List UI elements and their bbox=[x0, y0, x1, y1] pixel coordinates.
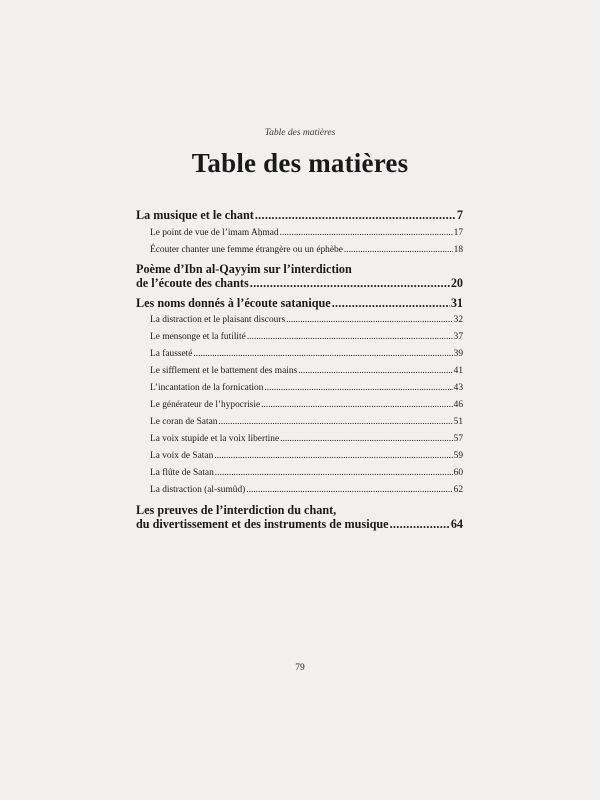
toc-subentry bbox=[150, 228, 463, 238]
toc-entry-page: 20 bbox=[450, 276, 463, 290]
toc-entry-label-line1: Poème d’Ibn al-Qayyim sur l’interdiction bbox=[136, 262, 352, 276]
toc-entry-label: Le générateur de l’hypocrisie bbox=[150, 400, 261, 410]
toc-entry-label: Le mensonge et la futilité bbox=[150, 332, 246, 342]
toc-entry-label: de l’écoute des chants bbox=[136, 276, 249, 290]
dot-leader bbox=[215, 468, 453, 478]
toc-entry-page: 37 bbox=[453, 332, 463, 342]
toc-subentry bbox=[150, 485, 463, 495]
toc-entry-label-line1: Les preuves de l’interdiction du chant, bbox=[136, 503, 337, 517]
toc-entry-label: La voix de Satan bbox=[150, 451, 214, 461]
toc-subentry bbox=[150, 332, 463, 342]
dot-leader bbox=[280, 434, 452, 444]
toc-subentry bbox=[150, 245, 463, 255]
toc-entry bbox=[136, 208, 463, 223]
dot-leader bbox=[280, 228, 453, 238]
toc-entry-label: La distraction et le plaisant discours bbox=[150, 315, 286, 325]
toc-entry-label: Écouter chanter une femme étrangère ou un éphèbe bbox=[150, 245, 343, 255]
toc-entry-page: 31 bbox=[450, 296, 463, 310]
dot-leader bbox=[255, 208, 456, 223]
toc-entry-page: 62 bbox=[453, 485, 463, 495]
toc-entry-label: La musique et le chant bbox=[136, 208, 254, 222]
toc-subentry bbox=[150, 434, 463, 444]
dot-leader bbox=[246, 485, 452, 495]
toc-entry-label: du divertissement et des instruments de musique bbox=[136, 517, 389, 531]
dot-leader bbox=[298, 366, 452, 376]
toc-entry-page: 39 bbox=[453, 349, 463, 359]
toc-subentry bbox=[150, 468, 463, 478]
toc-subentry bbox=[150, 349, 463, 359]
page-title: Table des matières bbox=[191, 148, 409, 178]
dot-leader bbox=[214, 451, 452, 461]
dot-leader bbox=[264, 383, 452, 393]
toc-entry-label: La flûte de Satan bbox=[150, 468, 214, 478]
toc-entry-label: L’incantation de la fornication bbox=[150, 383, 264, 393]
running-head: Table des matières bbox=[264, 128, 336, 138]
toc-entry-page: 7 bbox=[456, 208, 463, 222]
toc-entry-page: 59 bbox=[453, 451, 463, 461]
toc-entry bbox=[136, 276, 463, 291]
toc-entry-page: 46 bbox=[453, 400, 463, 410]
toc-subentry bbox=[150, 417, 463, 427]
toc-entry-label: La voix stupide et la voix libertine bbox=[150, 434, 280, 444]
dot-leader bbox=[193, 349, 452, 359]
toc-subentry bbox=[150, 400, 463, 410]
dot-leader bbox=[286, 315, 453, 325]
toc-entry-label: Le coran de Satan bbox=[150, 417, 218, 427]
dot-leader bbox=[390, 517, 450, 532]
dot-leader bbox=[344, 245, 453, 255]
page-number: 79 bbox=[295, 663, 305, 673]
toc-entry-page: 18 bbox=[453, 245, 463, 255]
toc-subentry bbox=[150, 451, 463, 461]
toc-subentry bbox=[150, 383, 463, 393]
toc-entry-label: Les noms donnés à l’écoute satanique bbox=[136, 296, 331, 310]
dot-leader bbox=[247, 332, 453, 342]
toc-entry-label: Le point de vue de l’imam Aḥmad bbox=[150, 228, 279, 238]
toc-entry-page: 32 bbox=[453, 315, 463, 325]
dot-leader bbox=[218, 417, 452, 427]
toc-subentry bbox=[150, 315, 463, 325]
dot-leader bbox=[261, 400, 453, 410]
toc-entry bbox=[136, 296, 463, 311]
toc-entry-page: 60 bbox=[453, 468, 463, 478]
toc-entry-page: 43 bbox=[453, 383, 463, 393]
toc-entry-page: 51 bbox=[453, 417, 463, 427]
toc-entry-page: 64 bbox=[450, 517, 463, 531]
toc-subentry bbox=[150, 366, 463, 376]
toc-entry-label: La distraction (al-sumûd) bbox=[150, 485, 246, 495]
toc-entry-page: 57 bbox=[453, 434, 463, 444]
toc-entry bbox=[136, 517, 463, 532]
toc-entry-page: 17 bbox=[453, 228, 463, 238]
toc-entry-label: La fausseté bbox=[150, 349, 193, 359]
dot-leader bbox=[250, 276, 450, 291]
dot-leader bbox=[332, 296, 450, 311]
toc-entry-page: 41 bbox=[453, 366, 463, 376]
toc-entry-label: Le sifflement et le battement des mains bbox=[150, 366, 298, 376]
